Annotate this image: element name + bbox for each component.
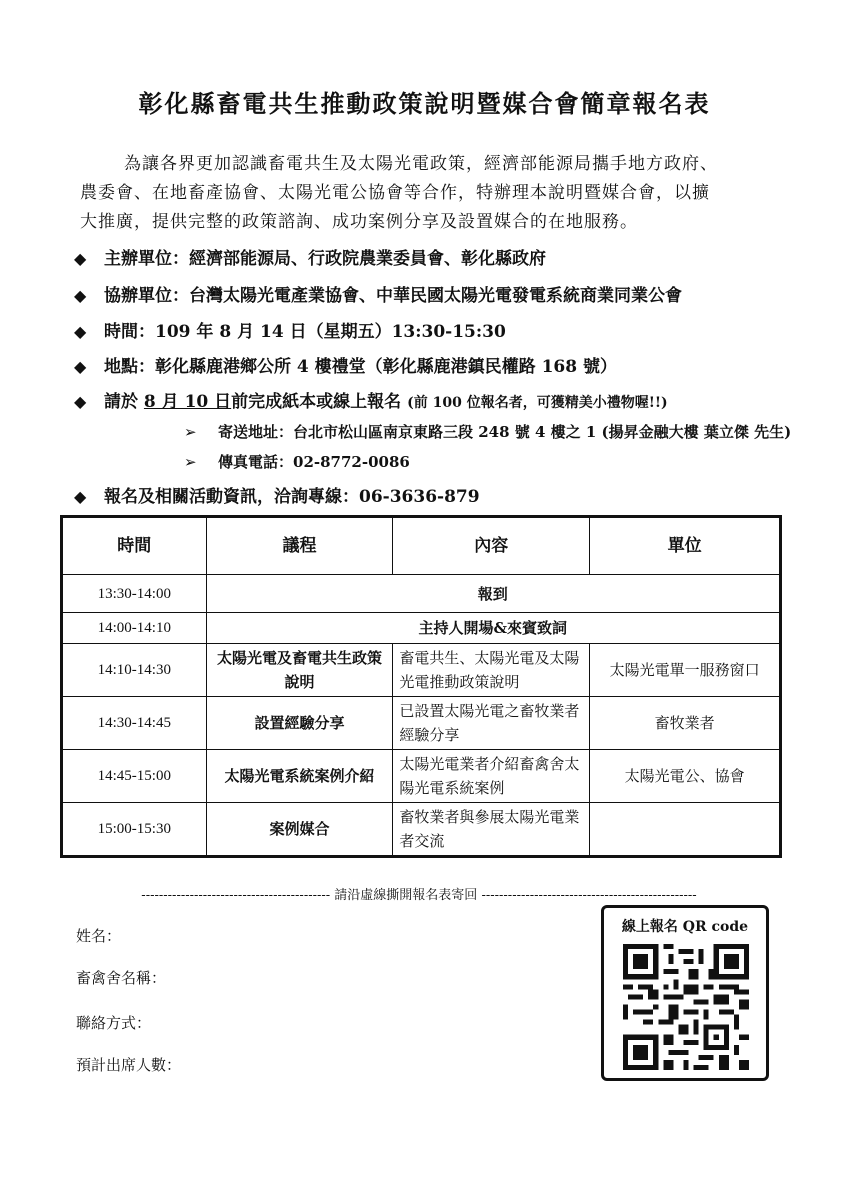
- co-organizer-item: [74, 281, 682, 306]
- arrow-bullet-icon: ➢: [184, 423, 197, 441]
- header-unit: 單位: [590, 517, 781, 575]
- mail-address-item: [184, 421, 791, 442]
- name-field-label: 姓名：: [76, 927, 122, 945]
- row-content: 畜牧業者與參展太陽光電業者交流: [393, 803, 590, 857]
- table-row: [62, 803, 781, 857]
- place-text: 地點：彰化縣鹿港鄉公所 4 樓禮堂（彰化縣鹿港鎮民權路 168 號）: [104, 357, 617, 377]
- row-time: 15:00-15:30: [62, 803, 207, 857]
- time-text: 時間：109 年 8 月 14 日（星期五）13:30-15:30: [104, 322, 506, 342]
- schedule-table: [60, 515, 782, 858]
- co-organizer-text: 協辦單位：台灣太陽光電產業協會、中華民國太陽光電發電系統商業同業公會: [104, 286, 682, 306]
- row-unit: 太陽光電公、協會: [590, 750, 781, 803]
- arrow-bullet-icon: ➢: [184, 453, 197, 471]
- signup-note: (前 100 位報名者，可獲精美小禮物喔!!): [407, 395, 668, 411]
- diamond-bullet-icon: ◆: [74, 322, 87, 341]
- row-agenda: 設置經驗分享: [206, 697, 393, 750]
- schedule-header-row: [62, 517, 781, 575]
- row-time: 13:30-14:00: [62, 575, 207, 613]
- qr-code-box: [601, 905, 769, 1081]
- attendees-field-label: 預計出席人數：: [76, 1056, 182, 1074]
- hotline-item: [74, 482, 480, 507]
- diamond-bullet-icon: ◆: [74, 249, 87, 268]
- hotline-text: 報名及相關活動資訊，洽詢專線：06-3636-879: [104, 487, 480, 507]
- row-agenda: 太陽光電系統案例介紹: [206, 750, 393, 803]
- diamond-bullet-icon: ◆: [74, 286, 87, 305]
- farm-name-field-label: 畜禽舍名稱：: [76, 969, 167, 987]
- fax-text: 傳真電話：02-8772-0086: [218, 453, 410, 471]
- row-time: 14:45-15:00: [62, 750, 207, 803]
- mail-address-text: 寄送地址：台北市松山區南京東路三段 248 號 4 樓之 1 (揚昇金融大樓 葉立傑 先生): [218, 423, 792, 441]
- intro-line-2: 農委會、在地畜產協會、太陽光電公協會等合作，特辦理本說明暨媒合會，以擴: [80, 183, 710, 203]
- intro-line-1: 為讓各界更加認識畜電共生及太陽光電政策，經濟部能源局攜手地方政府、: [124, 154, 718, 174]
- header-content: 內容: [393, 517, 590, 575]
- row-time: 14:10-14:30: [62, 644, 207, 697]
- row-time: 14:30-14:45: [62, 697, 207, 750]
- table-row: [62, 697, 781, 750]
- table-row: [62, 750, 781, 803]
- row-unit: 畜牧業者: [590, 697, 781, 750]
- time-item: [74, 317, 506, 342]
- row-time: 14:00-14:10: [62, 613, 207, 644]
- table-row: [62, 613, 781, 644]
- row-content: 太陽光電業者介紹畜禽舍太陽光電系統案例: [393, 750, 590, 803]
- contact-field-label: 聯絡方式：: [76, 1014, 152, 1032]
- page-title: 彰化縣畜電共生推動政策說明暨媒合會簡章報名表: [138, 90, 711, 118]
- signup-item: [74, 387, 668, 412]
- diamond-bullet-icon: ◆: [74, 487, 87, 506]
- diamond-bullet-icon: ◆: [74, 357, 87, 376]
- diamond-bullet-icon: ◆: [74, 392, 87, 411]
- organizer-item: [74, 244, 546, 269]
- row-merged: 主持人開場&來賓致詞: [206, 613, 780, 644]
- intro-paragraph: [80, 150, 780, 237]
- signup-suffix: 前完成紙本或線上報名: [231, 392, 402, 412]
- signup-deadline: 8 月 10 日: [143, 392, 232, 412]
- row-agenda: 太陽光電及畜電共生政策說明: [206, 644, 393, 697]
- tear-off-line: ------------------------------------------- 請沿虛線撕開報名表寄回 -------------------------------------------------: [141, 888, 697, 903]
- fax-item: [184, 451, 410, 472]
- row-unit: 太陽光電單一服務窗口: [590, 644, 781, 697]
- place-item: [74, 352, 617, 377]
- qr-code-icon[interactable]: [623, 944, 749, 1070]
- row-agenda: 案例媒合: [206, 803, 393, 857]
- table-row: [62, 575, 781, 613]
- intro-line-3: 大推廣，提供完整的政策諮詢、成功案例分享及設置媒合的在地服務。: [80, 212, 638, 232]
- row-content: 已設置太陽光電之畜牧業者經驗分享: [393, 697, 590, 750]
- table-row: [62, 644, 781, 697]
- header-agenda: 議程: [206, 517, 393, 575]
- row-merged: 報到: [206, 575, 780, 613]
- row-unit: [590, 803, 781, 857]
- row-content: 畜電共生、太陽光電及太陽光電推動政策說明: [393, 644, 590, 697]
- organizer-text: 主辦單位：經濟部能源局、行政院農業委員會、彰化縣政府: [104, 249, 546, 269]
- header-time: 時間: [62, 517, 207, 575]
- signup-prefix: 請於: [104, 392, 144, 412]
- qr-code-label: 線上報名 QR code: [621, 919, 749, 935]
